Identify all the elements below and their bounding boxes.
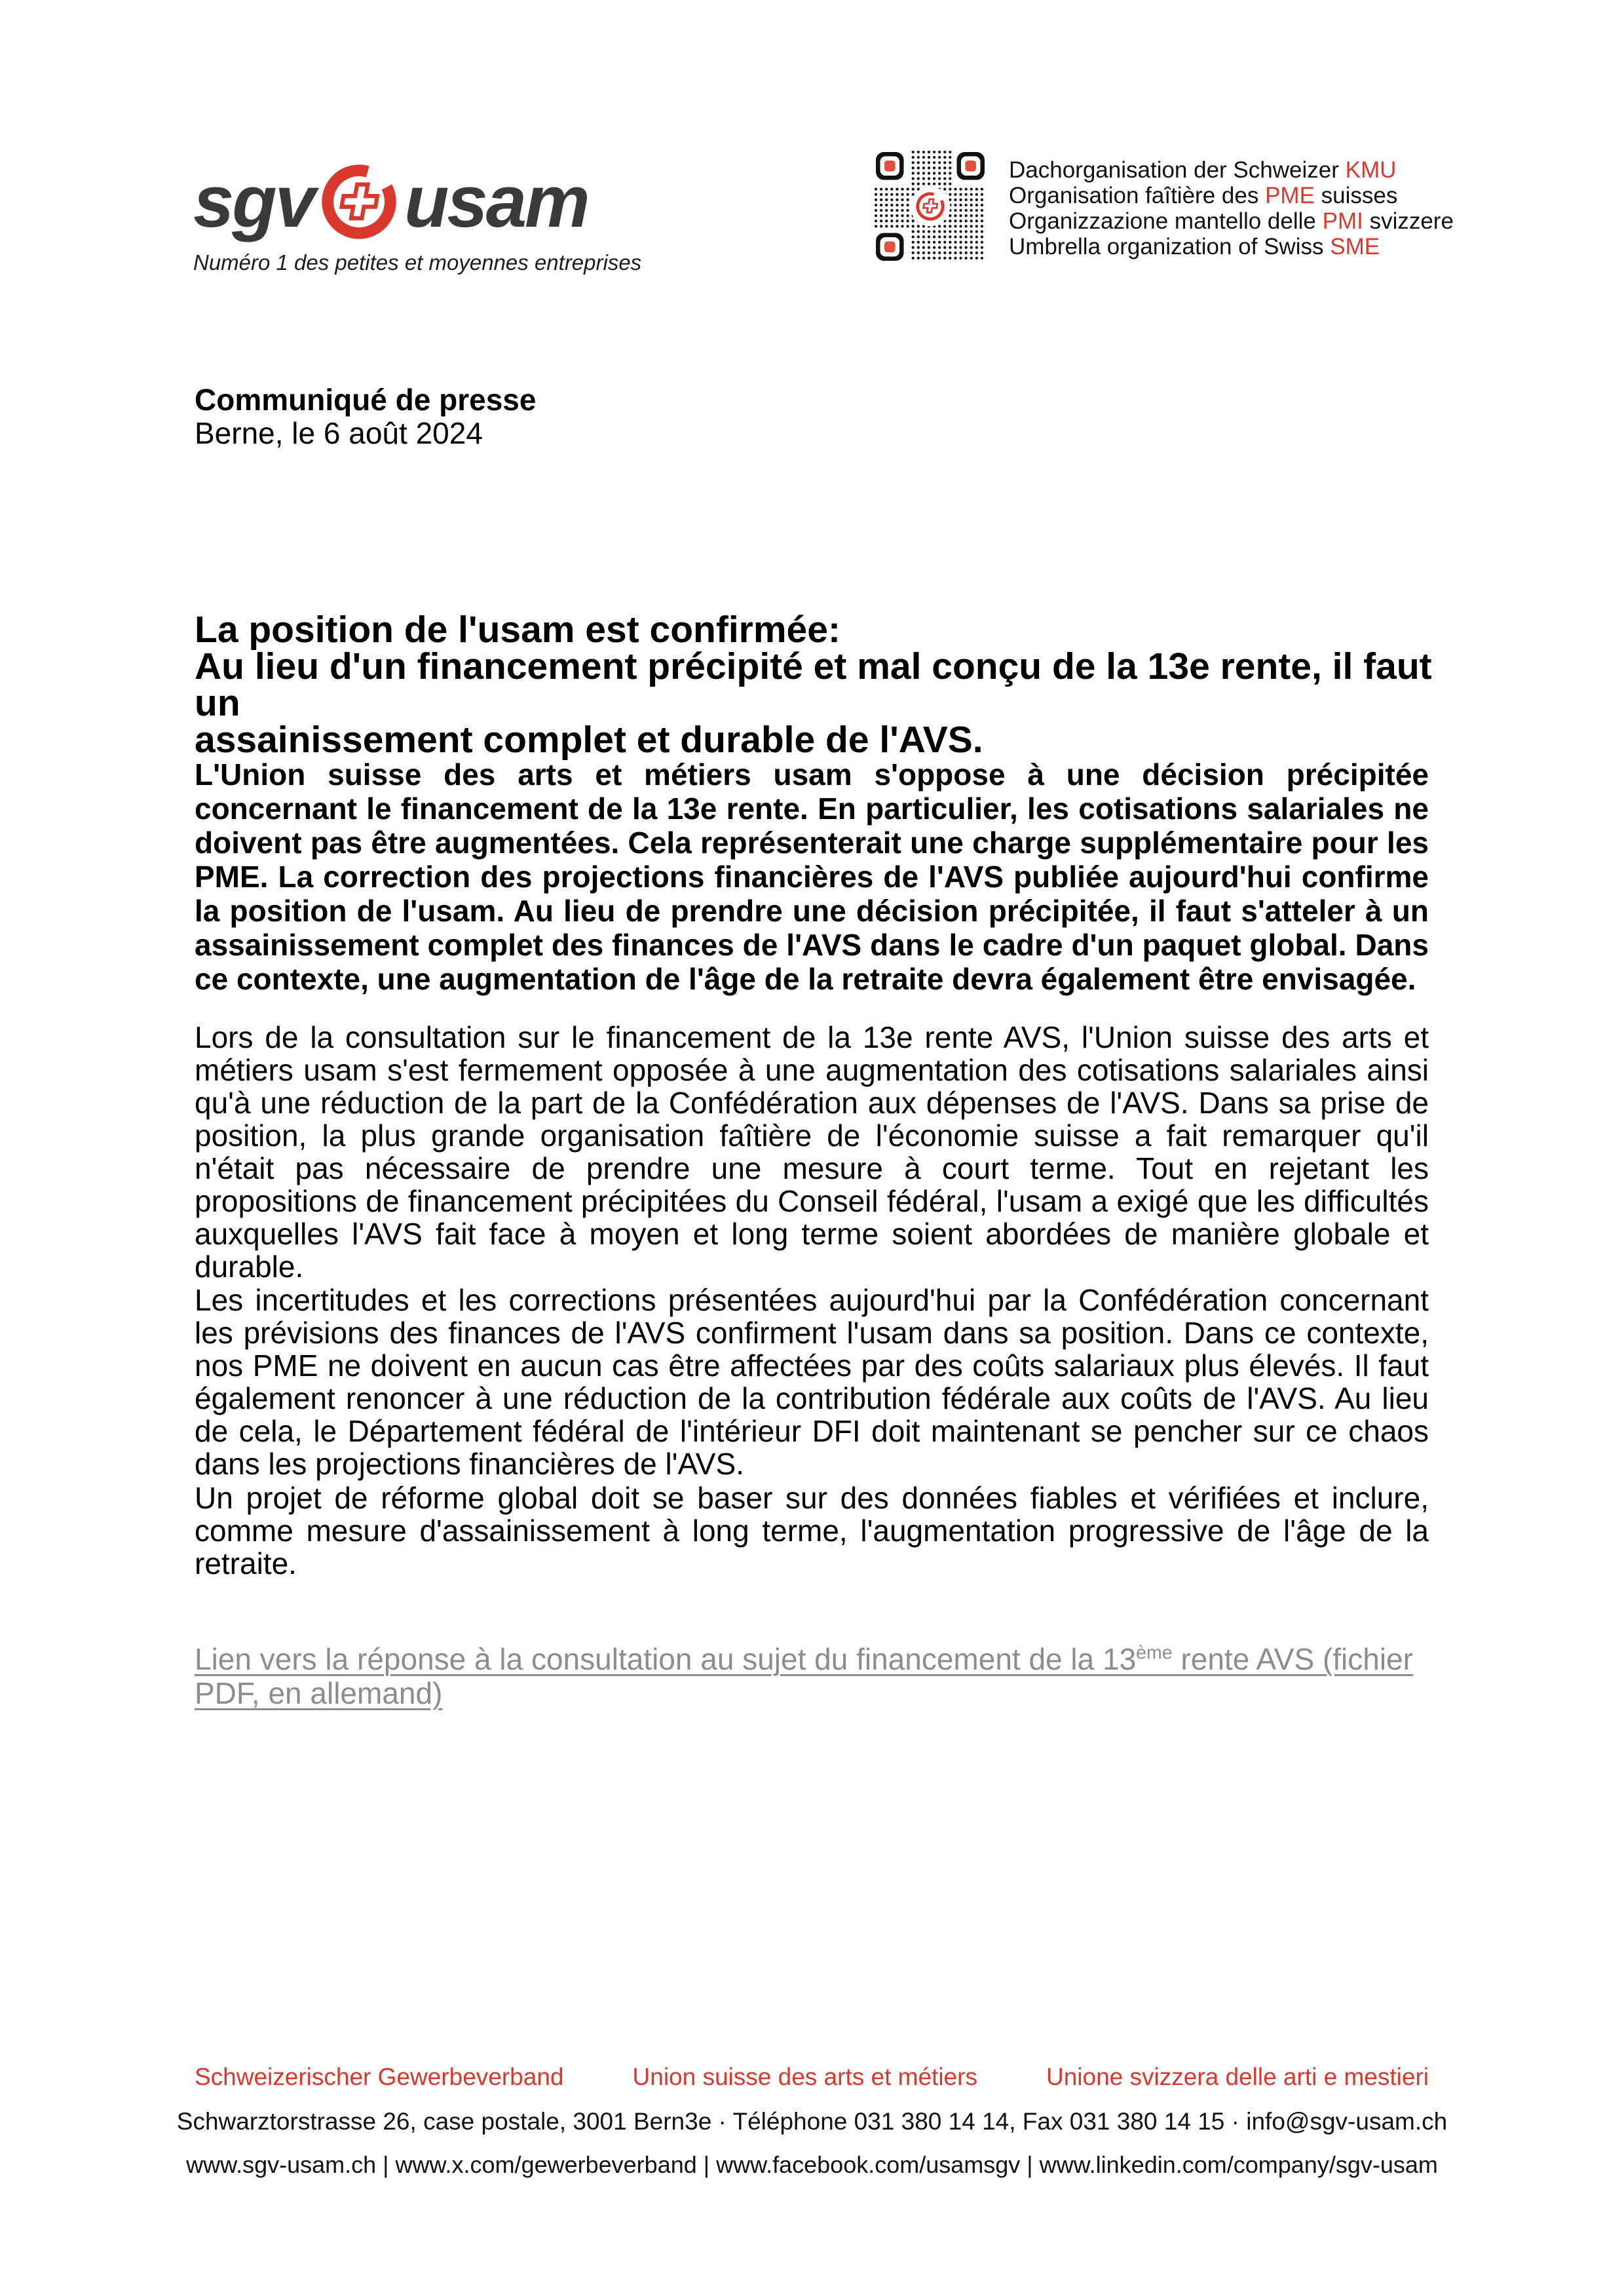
org-line-highlight: PME (1265, 183, 1315, 208)
press-release-label: Communiqué de presse (195, 383, 537, 417)
org-line-text: Dachorganisation der Schweizer (1009, 157, 1346, 183)
qr-finder-bottom-left (876, 233, 903, 260)
swiss-cross-ring-icon (318, 161, 400, 243)
headline-line-2: Au lieu d'un financement précipité et mal conçu de la 13e rente, il faut un (195, 645, 1432, 724)
dateline: Berne, le 6 août 2024 (195, 416, 483, 450)
org-line-highlight: SME (1330, 234, 1380, 259)
lead-paragraph: L'Union suisse des arts et métiers usam s'oppose à une décision précipitée concernant le financement de la 13e rente. En particulier, les cotisations salariales ne doivent pas être augmentées. Cela représenterait une charge supplémentaire pour les PME. La correction des projections financières de l'AVS publiée aujourd'hui confirme la position de l'usam. Au lieu de prendre une décision précipitée, il faut s'atteler à un assainissement complet des finances de l'AVS dans le cadre d'un paquet global. Dans ce contexte, une augmentation de l'âge de la retraite devra également être envisagée. (195, 757, 1429, 996)
org-line-italian (1009, 208, 1454, 234)
link-superscript: ème (1136, 1642, 1173, 1664)
link-text-end: rente AVS (fichier PDF, en allemand) (195, 1642, 1413, 1710)
org-line-french (1009, 183, 1454, 208)
org-line-highlight: PMI (1322, 208, 1363, 234)
qr-finder-top-right (956, 152, 984, 180)
footer-org-german: Schweizerischer Gewerbeverband (195, 2063, 564, 2090)
org-line-suffix: suisses (1314, 183, 1398, 208)
org-line-english (1009, 234, 1454, 259)
link-text: Lien vers la réponse à la consultation au sujet du financement de la 13 (195, 1642, 1137, 1676)
qr-code-icon (873, 149, 987, 263)
org-line-text: Umbrella organization of Swiss (1009, 234, 1331, 259)
headline (195, 609, 1452, 761)
body-paragraph-3: Un projet de réforme global doit se baser sur des données fiables et vérifiées et inclure, comme mesure d'assainissement à long terme, l'augmentation progressive de l'âge de la retraite. (195, 1481, 1429, 1580)
org-line-text: Organisation faîtière des (1009, 183, 1266, 208)
footer-org-italian: Unione svizzera delle arti e mestieri (1046, 2063, 1429, 2090)
consultation-pdf-link[interactable] (195, 1642, 1429, 1710)
org-line-suffix: svizzere (1363, 208, 1454, 234)
footer-organizations (195, 2064, 1429, 2090)
qr-finder-top-left (876, 152, 903, 180)
logo-text-sgv: sgv (193, 161, 314, 242)
logo (193, 163, 641, 275)
footer-web-links: www.sgv-usam.ch | www.x.com/gewerbeverband | www.facebook.com/usamsgv | www.linkedin.com/company/sgv-usam (186, 2151, 1438, 2178)
footer-address: Schwarztorstrasse 26, case postale, 3001 Bern3e · Téléphone 031 380 14 14, Fax 031 380 14 15 · info@sgv-usam.ch (176, 2108, 1448, 2135)
headline-line-1: La position de l'usam est confirmée: (195, 609, 840, 651)
body-paragraph-1: Lors de la consultation sur le financement de la 13e rente AVS, l'Union suisse des arts et métiers usam s'est fermement opposée à une augmentation des cotisations salariales ainsi qu'à une réduction de la part de la Confédération aux dépenses de l'AVS. Dans sa prise de position, la plus grande organisation faîtière de l'économie suisse a fait remarquer qu'il n'était pas nécessaire de prendre une mesure à court terme. Tout en rejetant les propositions de financement précipitées du Conseil fédéral, l'usam a exigé que les difficultés auxquelles l'AVS fait face à moyen et long terme soient abordées de manière globale et durable. (195, 1020, 1429, 1284)
logo-tagline: Numéro 1 des petites et moyennes entreprises (193, 250, 642, 275)
footer-org-french: Union suisse des arts et métiers (632, 2063, 977, 2090)
logo-text-usam: usam (404, 161, 588, 242)
org-descriptions (1009, 157, 1454, 259)
org-line-german (1009, 157, 1454, 183)
org-line-highlight: KMU (1345, 157, 1397, 183)
body-paragraph-2: Les incertitudes et les corrections présentées aujourd'hui par la Confédération concernant les prévisions des finances de l'AVS confirment l'usam dans sa position. Dans ce contexte, nos PME ne doivent en aucun cas être affectées par des coûts salariaux plus élevés. Il faut également renoncer à une réduction de la contribution fédérale aux coûts de l'AVS. Au lieu de cela, le Département fédéral de l'intérieur DFI doit maintenant se pencher sur ce chaos dans les projections financières de l'AVS. (195, 1283, 1429, 1481)
headline-line-3: assainissement complet et durable de l'AVS. (195, 719, 983, 761)
org-line-text: Organizzazione mantello delle (1009, 208, 1323, 234)
logo-wordmark (193, 163, 641, 241)
